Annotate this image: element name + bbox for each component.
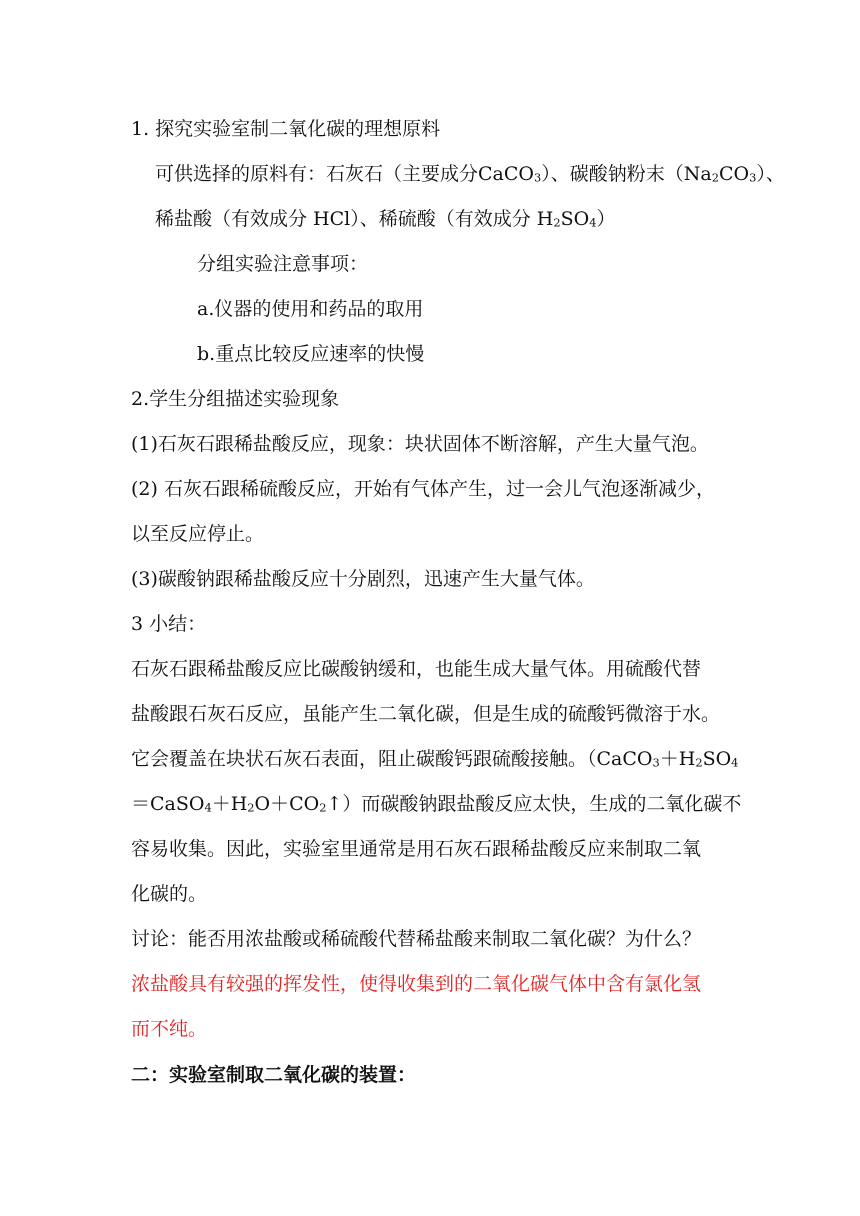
text-run: 可供选择的原料有：石灰石（主要成分CaCO [155,163,534,185]
subscript: 3 [533,170,542,185]
text-run: ＝CaSO [131,793,205,815]
heading-1: 1. 探究实验室制二氧化碳的理想原料 [131,118,441,140]
heading-2: 2.学生分组描述实验现象 [131,388,340,410]
text-run: ＋H [659,748,696,770]
summary-line-1: 石灰石跟稀盐酸反应比碳酸钠缓和，也能生成大量气体。用硫酸代替 [131,658,702,680]
text-run: ↑）而碳酸钠跟盐酸反应太快，生成的二氧化碳不 [326,793,742,815]
subscript: 2 [553,215,561,230]
subscript: 2 [319,800,327,815]
subscript: 2 [247,800,255,815]
note-b: b.重点比较反应速率的快慢 [197,343,425,365]
text-run: O＋CO [254,793,320,815]
subscript: 4 [204,800,212,815]
observation-3: (3)碳酸钠跟稀盐酸反应十分剧烈，迅速产生大量气体。 [131,568,595,590]
text-run: ）、碳酸钠粉末（Na [541,163,712,185]
summary-line-2: 盐酸跟石灰石反应，虽能产生二氧化碳，但是生成的硫酸钙微溶于水。 [131,703,721,725]
summary-line-5: 容易收集。因此，实验室里通常是用石灰石跟稀盐酸反应来制取二氧 [131,838,702,860]
section-2-title: 二：实验室制取二氧化碳的装置： [131,1064,417,1086]
note-a: a.仪器的使用和药品的取用 [197,298,424,320]
subscript: 4 [589,215,597,230]
observation-1: (1)石灰石跟稀盐酸反应，现象：块状固体不断溶解，产生大量气泡。 [131,433,709,455]
text-run: 它会覆盖在块状石灰石表面，阻止碳酸钙跟硫酸接触。（CaCO [131,748,653,770]
materials-line-1 [155,162,785,186]
observation-2-line-1: (2) 石灰石跟稀硫酸反应，开始有气体产生，过一会儿气泡逐渐减少， [131,478,715,500]
subscript: 3 [652,755,660,770]
subscript: 2 [711,170,719,185]
answer-line-2: 而不纯。 [131,1018,208,1040]
subscript: 3 [749,170,757,185]
text-run: SO [702,748,732,770]
subscript: 4 [731,755,739,770]
discussion-question: 讨论：能否用浓盐酸或稀硫酸代替稀盐酸来制取二氧化碳？为什么？ [131,928,702,950]
summary-title: 3 小结： [131,613,207,635]
text-run: CO [718,163,750,185]
observation-2-line-2: 以至反应停止。 [131,523,265,545]
notes-title: 分组实验注意事项： [197,253,369,275]
text-run: ＋H [211,793,248,815]
materials-line-2 [155,207,615,231]
summary-line-3 [131,747,738,771]
subscript: 2 [695,755,703,770]
summary-line-4 [131,792,741,816]
summary-line-6: 化碳的。 [131,883,208,905]
text-run: SO [560,208,590,230]
text-run: ） [596,208,616,230]
answer-line-1: 浓盐酸具有较强的挥发性，使得收集到的二氧化碳气体中含有氯化氢 [131,973,702,995]
text-run: ）、 [756,163,785,185]
text-run: 稀盐酸（有效成分 HCl）、稀硫酸（有效成分 H [155,208,554,230]
